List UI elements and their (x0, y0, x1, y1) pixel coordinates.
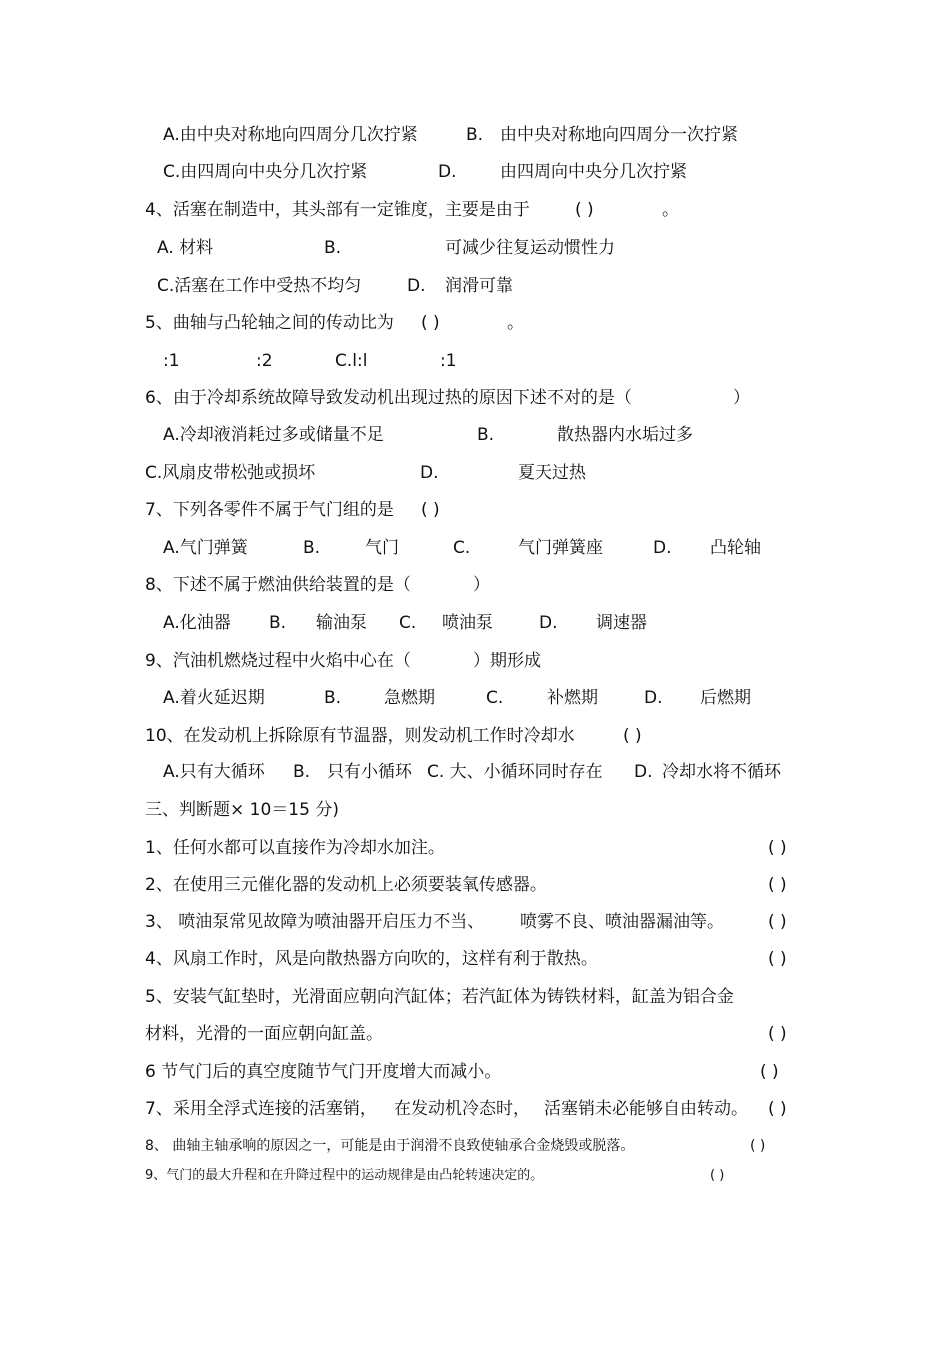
q3-option-b-letter: B. (466, 125, 484, 145)
q4-option-a: A. 材料 (157, 238, 214, 258)
answer-paren-7: ( ) (768, 1099, 787, 1119)
q5-option-b: :2 (256, 351, 273, 371)
judge-item-6: 6 节气门后的真空度随节气门开度增大而减小。 (145, 1062, 502, 1082)
q6-option-d-letter: D. (420, 463, 439, 483)
q5-blank: ( ) (421, 313, 440, 333)
judge-item-8: 8、 曲轴主轴承响的原因之一，可能是由于润滑不良致使轴承合金烧毁或脱落。 (145, 1138, 635, 1154)
q5-end: 。 (507, 313, 524, 333)
answer-paren-4: ( ) (768, 949, 787, 969)
q9-close: ）期形成 (473, 651, 541, 671)
q3-option-d-letter: D. (438, 162, 457, 182)
answer-paren-2: ( ) (768, 875, 787, 895)
answer-paren-1: ( ) (768, 838, 787, 858)
judge-item-5-line2: 材料，光滑的一面应朝向缸盖。 (145, 1024, 383, 1044)
q8-close: ） (473, 575, 490, 595)
q4-option-d-letter: D. (407, 276, 426, 296)
q9-option-d-letter: D. (644, 688, 663, 708)
q10-option-b-text: 只有小循环 (327, 762, 412, 782)
answer-paren-5: ( ) (768, 1024, 787, 1044)
judge-item-7-part3: 活塞销未必能够自由转动。 (544, 1099, 748, 1119)
q9-option-a: A.着火延迟期 (163, 688, 265, 708)
q9-option-d-text: 后燃期 (700, 688, 751, 708)
answer-paren-3: ( ) (768, 912, 787, 932)
judge-item-7-part1: 7、采用全浮式连接的活塞销， (145, 1099, 377, 1119)
q8-option-c-letter: C. (399, 613, 417, 633)
q4-stem: 4、活塞在制造中，其头部有一定锥度，主要是由于 (145, 200, 530, 220)
judge-item-7-part2: 在发动机冷态时， (394, 1099, 530, 1119)
q4-option-c: C.活塞在工作中受热不均匀 (157, 276, 362, 296)
q8-option-d-letter: D. (539, 613, 558, 633)
q7-stem: 7、下列各零件不属于气门组的是 (145, 500, 394, 520)
q7-option-d-letter: D. (653, 538, 672, 558)
q3-option-a: A.由中央对称地向四周分几次拧紧 (163, 125, 418, 145)
q10-stem: 10、在发动机上拆除原有节温器，则发动机工作时冷却水 (145, 726, 575, 746)
judge-item-2: 2、在使用三元催化器的发动机上必须要装氧传感器。 (145, 875, 547, 895)
q7-option-a: A.气门弹簧 (163, 538, 248, 558)
q5-option-d: :1 (440, 351, 457, 371)
answer-paren-6: ( ) (760, 1062, 779, 1082)
q7-option-b-letter: B. (303, 538, 321, 558)
q5-option-c: C.l:l (335, 351, 368, 371)
q8-stem: 8、下述不属于燃油供给装置的是（ (145, 575, 411, 595)
q6-option-b-text: 散热器内水垢过多 (557, 425, 693, 445)
q9-option-b-letter: B. (324, 688, 342, 708)
q6-option-d-text: 夏天过热 (518, 463, 586, 483)
q4-option-d-text: 润滑可靠 (445, 276, 513, 296)
q4-option-b-letter: B. (324, 238, 342, 258)
q9-stem: 9、汽油机燃烧过程中火焰中心在（ (145, 651, 411, 671)
q9-option-b-text: 急燃期 (384, 688, 435, 708)
q4-blank: ( ) (575, 200, 594, 220)
q8-option-b-text: 输油泵 (316, 613, 367, 633)
q9-option-c-text: 补燃期 (547, 688, 598, 708)
q7-option-b-text: 气门 (365, 538, 399, 558)
judge-item-1: 1、任何水都可以直接作为冷却水加注。 (145, 838, 445, 858)
q5-option-a: :1 (163, 351, 180, 371)
q9-option-c-letter: C. (486, 688, 504, 708)
q10-option-d-letter: D. (634, 762, 653, 782)
q6-option-a: A.冷却液消耗过多或储量不足 (163, 425, 384, 445)
judge-item-5-line1: 5、安装气缸垫时，光滑面应朝向汽缸体；若汽缸体为铸铁材料，缸盖为铝合金 (145, 987, 734, 1007)
q7-option-d-text: 凸轮轴 (710, 538, 761, 558)
q7-option-c-letter: C. (453, 538, 471, 558)
answer-paren-9: ( ) (710, 1168, 725, 1183)
judge-item-3-part1: 3、 喷油泵常见故障为喷油器开启压力不当、 (145, 912, 485, 932)
q10-blank: ( ) (623, 726, 642, 746)
section-heading: 三、判断题× 10＝15 分) (145, 800, 339, 820)
q8-option-b-letter: B. (269, 613, 287, 633)
q6-close: ） (733, 388, 750, 408)
judge-item-3-part2: 喷雾不良、喷油器漏油等。 (520, 912, 724, 932)
q6-option-c: C.风扇皮带松弛或损坏 (145, 463, 316, 483)
q7-blank: ( ) (421, 500, 440, 520)
q4-option-b-text: 可减少往复运动惯性力 (445, 238, 615, 258)
q4-end: 。 (662, 200, 679, 220)
q6-option-b-letter: B. (477, 425, 495, 445)
answer-paren-8: ( ) (750, 1138, 766, 1154)
q3-option-b-text: 由中央对称地向四周分一次拧紧 (500, 125, 738, 145)
q10-option-d-text: 冷却水将不循环 (662, 762, 781, 782)
q10-option-c: C. 大、小循环同时存在 (427, 762, 603, 782)
q6-stem: 6、由于冷却系统故障导致发动机出现过热的原因下述不对的是（ (145, 388, 632, 408)
judge-item-4: 4、风扇工作时，风是向散热器方向吹的，这样有利于散热。 (145, 949, 598, 969)
q8-option-c-text: 喷油泵 (442, 613, 493, 633)
q5-stem: 5、曲轴与凸轮轴之间的传动比为 (145, 313, 394, 333)
q3-option-c: C.由四周向中央分几次拧紧 (163, 162, 368, 182)
q10-option-b-letter: B. (293, 762, 311, 782)
q8-option-d-text: 调速器 (596, 613, 647, 633)
q8-option-a: A.化油器 (163, 613, 231, 633)
q10-option-a: A.只有大循环 (163, 762, 265, 782)
q3-option-d-text: 由四周向中央分几次拧紧 (500, 162, 687, 182)
judge-item-9: 9、气门的最大升程和在升降过程中的运动规律是由凸轮转速决定的。 (145, 1168, 544, 1183)
q7-option-c-text: 气门弹簧座 (518, 538, 603, 558)
